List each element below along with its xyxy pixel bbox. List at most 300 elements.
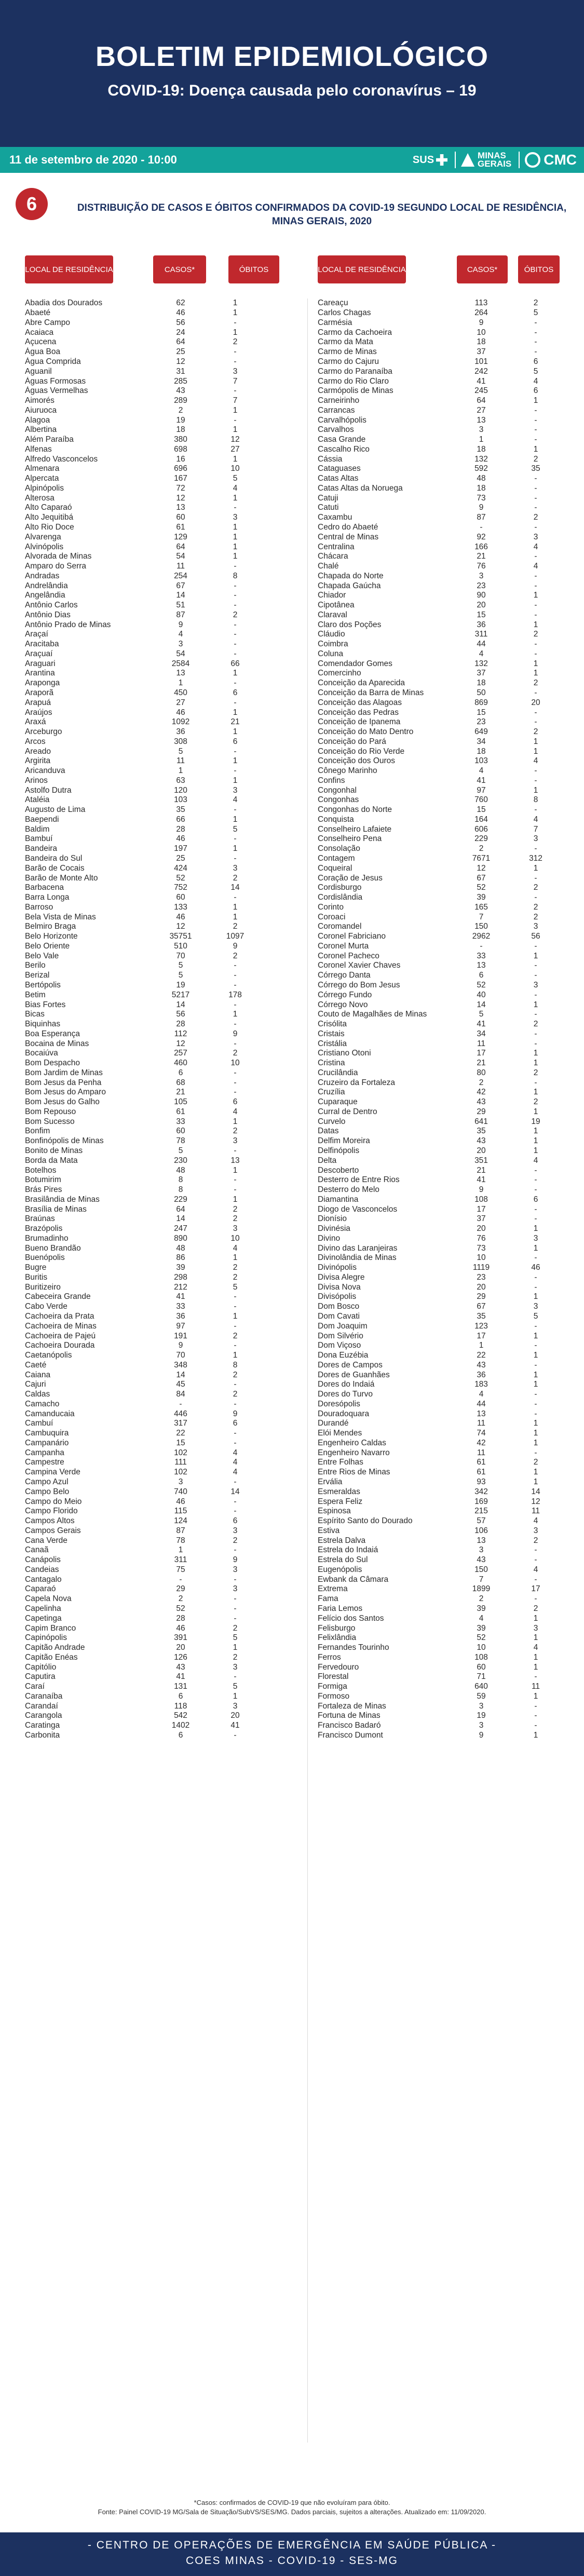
- cases-value: 12: [176, 493, 185, 503]
- cases-value: 133: [174, 902, 187, 912]
- municipality-name: Cruzeiro da Fortaleza: [318, 1078, 396, 1087]
- table-row: [318, 1390, 554, 1400]
- deaths-value: 2: [233, 1049, 238, 1058]
- municipality-name: Divinolândia de Minas: [318, 1253, 397, 1263]
- cases-value: 33: [176, 1302, 185, 1311]
- deaths-value: 10: [230, 1233, 240, 1243]
- table-row: [318, 1029, 554, 1039]
- municipality-name: Catuji: [318, 493, 338, 503]
- header-local-right: LOCAL DE RESIDÊNCIA: [318, 255, 406, 283]
- municipality-name: Bonfim: [25, 1127, 50, 1136]
- deaths-value: -: [534, 990, 537, 999]
- deaths-value: -: [234, 415, 237, 425]
- table-row: [25, 396, 261, 406]
- municipality-name: Almenara: [25, 464, 60, 473]
- municipality-name: Confins: [318, 776, 345, 785]
- cases-value: 29: [176, 1584, 185, 1594]
- municipality-name: Crisólita: [318, 1020, 347, 1029]
- municipality-name: Bambuí: [25, 834, 53, 844]
- cases-value: 11: [477, 1039, 486, 1048]
- municipality-name: Andrelândia: [25, 581, 68, 590]
- deaths-value: -: [534, 1321, 537, 1331]
- cases-value: 9: [479, 1185, 484, 1195]
- table-row: [25, 1604, 261, 1614]
- municipality-name: Desterro de Entre Rios: [318, 1175, 400, 1185]
- municipality-name: Botelhos: [25, 1165, 57, 1175]
- cases-value: 167: [174, 474, 187, 483]
- municipality-name: Aracitaba: [25, 640, 59, 649]
- table-row: [25, 1282, 261, 1292]
- mg-logo-line2: GERAIS: [478, 159, 512, 169]
- table-row: [25, 376, 261, 386]
- deaths-value: 1: [233, 902, 238, 912]
- cases-value: 43: [176, 386, 185, 396]
- municipality-name: Dom Bosco: [318, 1302, 360, 1311]
- municipality-name: Capetinga: [25, 1614, 62, 1623]
- table-row: [318, 942, 554, 952]
- table-row: [25, 1117, 261, 1127]
- table-row: [25, 1029, 261, 1039]
- table-row: [318, 708, 554, 717]
- deaths-value: 3: [533, 980, 538, 989]
- municipality-name: Albertina: [25, 425, 57, 435]
- table-row: [25, 815, 261, 825]
- municipality-name: Cachoeira de Minas: [25, 1321, 97, 1331]
- table-row: [25, 1672, 261, 1682]
- deaths-value: 1: [533, 1088, 538, 1097]
- municipality-name: Cristina: [318, 1059, 345, 1068]
- cases-value: 245: [474, 386, 488, 396]
- table-row: [318, 532, 554, 542]
- deaths-value: 2: [533, 1020, 538, 1029]
- municipality-name: Alto Caparaó: [25, 503, 72, 512]
- deaths-value: -: [534, 1341, 537, 1350]
- deaths-value: 14: [531, 1487, 540, 1496]
- table-row: [25, 571, 261, 581]
- cases-value: 87: [176, 610, 185, 619]
- table-row: [318, 630, 554, 640]
- deaths-value: 5: [233, 824, 238, 834]
- section-number: 6: [16, 188, 48, 220]
- cases-value: 14: [176, 1370, 185, 1379]
- municipality-name: Cristália: [318, 1039, 347, 1048]
- table-row: [318, 1497, 554, 1507]
- cases-value: 115: [174, 1507, 187, 1516]
- cases-value: 44: [477, 1399, 486, 1408]
- table-row: [25, 299, 261, 308]
- table-row: [25, 981, 261, 991]
- municipality-name: Careaçu: [318, 299, 348, 308]
- minas-gerais-logo: [455, 152, 511, 168]
- municipality-name: Coronel Xavier Chaves: [318, 961, 401, 970]
- municipality-name: Córrego Danta: [318, 971, 371, 980]
- cases-value: 317: [174, 1419, 187, 1428]
- deaths-value: 7: [233, 376, 238, 386]
- table-row: [25, 893, 261, 903]
- table-row: [318, 990, 554, 1000]
- table-row: [25, 1224, 261, 1234]
- table-row: [25, 679, 261, 688]
- cases-value: 87: [176, 1526, 185, 1535]
- deaths-value: 1: [533, 1146, 538, 1155]
- cases-value: 17: [477, 1204, 486, 1214]
- deaths-value: -: [534, 1448, 537, 1457]
- municipality-name: Engenheiro Navarro: [318, 1448, 390, 1457]
- cases-value: 43: [176, 1662, 185, 1672]
- deaths-value: 1: [233, 912, 238, 921]
- table-row: [25, 620, 261, 630]
- municipality-name: Douradoquara: [318, 1409, 370, 1418]
- municipality-name: Couto de Magalhães de Minas: [318, 1010, 427, 1019]
- cases-value: 9: [178, 620, 183, 629]
- cases-value: 35: [176, 805, 185, 815]
- deaths-value: 2: [533, 513, 538, 522]
- table-row: [25, 1049, 261, 1059]
- cases-value: 3: [479, 1545, 484, 1555]
- table-row: [318, 571, 554, 581]
- table-row: [318, 1292, 554, 1302]
- table-row: [318, 1146, 554, 1156]
- table-row: [318, 971, 554, 981]
- table-row: [318, 766, 554, 776]
- deaths-value: 2: [533, 902, 538, 912]
- deaths-value: 35: [531, 464, 540, 473]
- table-row: [318, 1039, 554, 1049]
- municipality-name: Carangola: [25, 1711, 62, 1720]
- municipality-name: Abaeté: [25, 308, 51, 318]
- deaths-value: 1: [533, 747, 538, 756]
- table-row: [318, 318, 554, 328]
- cases-value: 56: [176, 318, 185, 327]
- deaths-value: 1: [233, 532, 238, 541]
- municipality-name: Barroso: [25, 902, 53, 912]
- municipality-name: Alvorada de Minas: [25, 552, 92, 561]
- header-obitos-left: ÓBITOS: [228, 255, 279, 283]
- table-row: [318, 552, 554, 562]
- deaths-value: -: [534, 1214, 537, 1224]
- municipality-name: Dom Joaquim: [318, 1321, 368, 1331]
- municipality-name: Coração de Jesus: [318, 873, 383, 883]
- table-row: [25, 1701, 261, 1711]
- table-row: [25, 1584, 261, 1594]
- cmc-logo-text: CMC: [544, 152, 577, 168]
- table-row: [25, 1127, 261, 1136]
- deaths-value: -: [534, 522, 537, 532]
- deaths-value: -: [534, 571, 537, 580]
- deaths-value: 3: [233, 1136, 238, 1146]
- table-row: [318, 688, 554, 698]
- table-row: [25, 542, 261, 552]
- table-row: [318, 1526, 554, 1536]
- deaths-value: 5: [533, 367, 538, 376]
- table-row: [25, 1146, 261, 1156]
- municipality-name: Belo Oriente: [25, 941, 70, 951]
- table-row: [25, 1312, 261, 1322]
- table-row: [318, 1204, 554, 1214]
- deaths-value: -: [534, 717, 537, 727]
- deaths-value: -: [234, 805, 237, 815]
- deaths-value: -: [534, 601, 537, 610]
- table-row: [318, 1312, 554, 1322]
- deaths-value: 4: [533, 376, 538, 386]
- table-row: [25, 1429, 261, 1439]
- table-row: [318, 640, 554, 649]
- table-row: [25, 1341, 261, 1351]
- cases-value: 348: [174, 1360, 187, 1370]
- municipality-name: Conceição da Aparecida: [318, 679, 405, 688]
- municipality-name: Andradas: [25, 571, 60, 580]
- cases-value: 71: [477, 1672, 486, 1682]
- table-row: [318, 824, 554, 834]
- cases-value: 641: [474, 1117, 488, 1126]
- deaths-value: -: [234, 386, 237, 396]
- municipality-name: Datas: [318, 1127, 339, 1136]
- deaths-value: -: [534, 893, 537, 902]
- deaths-value: 1: [533, 1468, 538, 1477]
- cases-value: 20: [477, 1282, 486, 1292]
- municipality-name: Cordisburgo: [318, 883, 362, 892]
- table-row: [318, 1584, 554, 1594]
- table-row: [25, 932, 261, 942]
- deaths-value: 3: [533, 922, 538, 931]
- cases-value: 311: [474, 630, 488, 639]
- cases-value: 17: [477, 1049, 486, 1058]
- triangle-icon: [461, 153, 474, 167]
- cases-value: 12: [176, 357, 185, 366]
- municipality-name: Alto Jequitibá: [25, 513, 74, 522]
- deaths-value: 2: [233, 1263, 238, 1272]
- table-row: [25, 766, 261, 776]
- municipality-name: Chapada do Norte: [318, 571, 384, 580]
- table-row: [318, 464, 554, 474]
- cases-value: 37: [477, 1214, 486, 1224]
- cases-value: 102: [174, 1468, 187, 1477]
- municipality-name: Desterro do Melo: [318, 1185, 379, 1195]
- deaths-value: -: [234, 1039, 237, 1048]
- deaths-value: -: [534, 961, 537, 970]
- municipality-name: Caldas: [25, 1390, 50, 1399]
- cases-value: 7: [479, 1575, 484, 1584]
- deaths-value: 5: [533, 308, 538, 318]
- deaths-value: 1: [233, 1117, 238, 1126]
- table-row: [318, 854, 554, 864]
- deaths-value: 3: [233, 1526, 238, 1535]
- municipality-name: Araçuaí: [25, 649, 53, 658]
- cases-value: 106: [474, 1526, 488, 1535]
- table-row: [318, 1682, 554, 1692]
- cases-value: 8: [178, 1175, 183, 1185]
- municipality-name: Divisa Nova: [318, 1282, 361, 1292]
- deaths-value: -: [234, 1477, 237, 1487]
- deaths-value: 2: [533, 1097, 538, 1107]
- table-row: [25, 1360, 261, 1370]
- municipality-name: Ataléia: [25, 795, 50, 805]
- cases-value: 67: [176, 581, 185, 590]
- cases-value: 46: [176, 834, 185, 844]
- municipality-name: Cedro do Abaeté: [318, 522, 378, 532]
- deaths-value: -: [534, 640, 537, 649]
- table-row: [25, 630, 261, 640]
- municipality-name: Boa Esperança: [25, 1029, 80, 1038]
- deaths-value: 1: [233, 1195, 238, 1204]
- table-row: [25, 1409, 261, 1419]
- deaths-value: -: [234, 1614, 237, 1623]
- cases-value: 41: [176, 1672, 185, 1682]
- municipality-name: Brumadinho: [25, 1233, 69, 1243]
- municipality-name: Araguari: [25, 659, 56, 668]
- deaths-value: 11: [531, 1507, 540, 1516]
- cases-value: 14: [176, 1000, 185, 1009]
- municipality-name: Água Comprida: [25, 357, 81, 366]
- table-row: [25, 922, 261, 932]
- cases-value: 542: [174, 1711, 187, 1720]
- municipality-name: Cabeceira Grande: [25, 1292, 91, 1301]
- municipality-name: Caranaíba: [25, 1691, 63, 1701]
- table-row: [318, 1701, 554, 1711]
- table-row: [25, 513, 261, 523]
- cases-value: 113: [474, 299, 488, 308]
- cases-value: 19: [176, 415, 185, 425]
- deaths-value: -: [234, 1399, 237, 1408]
- municipality-name: Fama: [318, 1594, 338, 1604]
- municipality-name: Divisa Alegre: [318, 1272, 365, 1282]
- municipality-name: Casa Grande: [318, 435, 366, 444]
- deaths-value: 8: [233, 1360, 238, 1370]
- municipality-name: Caiana: [25, 1370, 51, 1379]
- cases-value: 48: [477, 474, 486, 483]
- cases-value: 424: [174, 863, 187, 873]
- table-row: [25, 347, 261, 357]
- cases-value: 72: [176, 483, 185, 493]
- deaths-value: 14: [230, 883, 240, 892]
- cases-value: 60: [176, 893, 185, 902]
- deaths-value: 13: [230, 1156, 240, 1165]
- deaths-value: 20: [230, 1711, 240, 1720]
- deaths-value: 4: [233, 483, 238, 493]
- table-row: [25, 405, 261, 415]
- deaths-value: 1: [533, 591, 538, 600]
- deaths-value: 1: [533, 1107, 538, 1116]
- table-row: [25, 386, 261, 396]
- cases-value: 289: [174, 396, 187, 405]
- cases-value: 212: [174, 1282, 187, 1292]
- municipality-name: Entre Rios de Minas: [318, 1468, 390, 1477]
- deaths-value: -: [534, 1175, 537, 1185]
- table-row: [318, 620, 554, 630]
- cases-value: 10: [477, 328, 486, 337]
- deaths-value: 3: [233, 785, 238, 795]
- deaths-value: 2: [233, 337, 238, 347]
- table-row: [25, 1614, 261, 1623]
- cases-value: 649: [474, 727, 488, 737]
- municipality-name: Carmópolis de Minas: [318, 386, 393, 396]
- deaths-value: 2: [233, 610, 238, 619]
- municipality-name: Astolfo Dutra: [25, 785, 72, 795]
- table-row: [25, 863, 261, 873]
- cases-value: 61: [176, 522, 185, 532]
- deaths-value: 17: [531, 1584, 540, 1594]
- cases-value: 112: [174, 1029, 187, 1038]
- deaths-value: 2: [233, 1331, 238, 1340]
- table-row: [25, 1000, 261, 1010]
- table-row: [318, 1711, 554, 1721]
- municipality-name: Felixlândia: [318, 1633, 357, 1643]
- table-row: [318, 1516, 554, 1526]
- cases-value: 62: [176, 299, 185, 308]
- deaths-value: 312: [529, 854, 542, 863]
- table-row: [25, 1302, 261, 1312]
- table-row: [25, 1156, 261, 1165]
- municipality-name: Coronel Murta: [318, 941, 369, 951]
- cases-value: 640: [474, 1682, 488, 1691]
- deaths-value: 56: [531, 932, 540, 941]
- table-row: [25, 1419, 261, 1429]
- cases-value: 126: [174, 1652, 187, 1662]
- municipality-name: Bonfinópolis de Minas: [25, 1136, 104, 1146]
- logo-strip: [413, 150, 577, 170]
- deaths-value: 1: [533, 1136, 538, 1146]
- deaths-value: 1097: [226, 932, 245, 941]
- deaths-value: -: [534, 1282, 537, 1292]
- municipality-name: Divinésia: [318, 1224, 350, 1233]
- deaths-value: 1: [233, 727, 238, 737]
- table-row: [318, 981, 554, 991]
- sus-logo: [413, 154, 447, 166]
- cases-value: 592: [474, 464, 488, 473]
- deaths-value: 4: [533, 1156, 538, 1165]
- cases-value: -: [179, 1399, 182, 1408]
- table-row: [318, 1282, 554, 1292]
- table-row: [25, 1594, 261, 1604]
- table-row: [25, 844, 261, 854]
- table-row: [25, 1662, 261, 1672]
- table-row: [318, 1731, 554, 1741]
- municipality-name: Cajuri: [25, 1380, 46, 1389]
- deaths-value: 1: [233, 552, 238, 561]
- cases-value: 63: [176, 776, 185, 785]
- cases-value: 21: [176, 1088, 185, 1097]
- table-row: [25, 971, 261, 981]
- deaths-value: 2: [233, 922, 238, 931]
- cases-value: 25: [176, 854, 185, 863]
- deaths-value: -: [534, 337, 537, 347]
- municipality-name: Coluna: [318, 649, 344, 658]
- table-row: [25, 1097, 261, 1107]
- cases-value: 50: [477, 688, 486, 697]
- table-row: [318, 1721, 554, 1731]
- table-row: [25, 1516, 261, 1526]
- deaths-value: 4: [233, 1468, 238, 1477]
- municipality-name: Fortaleza de Minas: [318, 1701, 386, 1711]
- cases-value: 6: [178, 1068, 183, 1077]
- table-row: [25, 640, 261, 649]
- deaths-value: 4: [233, 1448, 238, 1457]
- deaths-value: -: [534, 328, 537, 337]
- municipality-name: Extrema: [318, 1584, 348, 1594]
- deaths-value: 1: [233, 815, 238, 824]
- footnote-line1: *Casos: confirmados de COVID-19 que não evoluíram para óbito.: [194, 2499, 390, 2506]
- municipality-name: Divino: [318, 1233, 341, 1243]
- cases-value: 36: [477, 620, 486, 629]
- deaths-value: 20: [531, 698, 540, 707]
- municipality-name: Campina Verde: [25, 1468, 80, 1477]
- deaths-value: -: [234, 971, 237, 980]
- municipality-name: Francisco Dumont: [318, 1730, 383, 1740]
- municipality-name: Canaã: [25, 1545, 49, 1555]
- municipality-name: Coroaci: [318, 912, 346, 921]
- cases-value: 13: [176, 503, 185, 512]
- cases-value: 54: [176, 649, 185, 658]
